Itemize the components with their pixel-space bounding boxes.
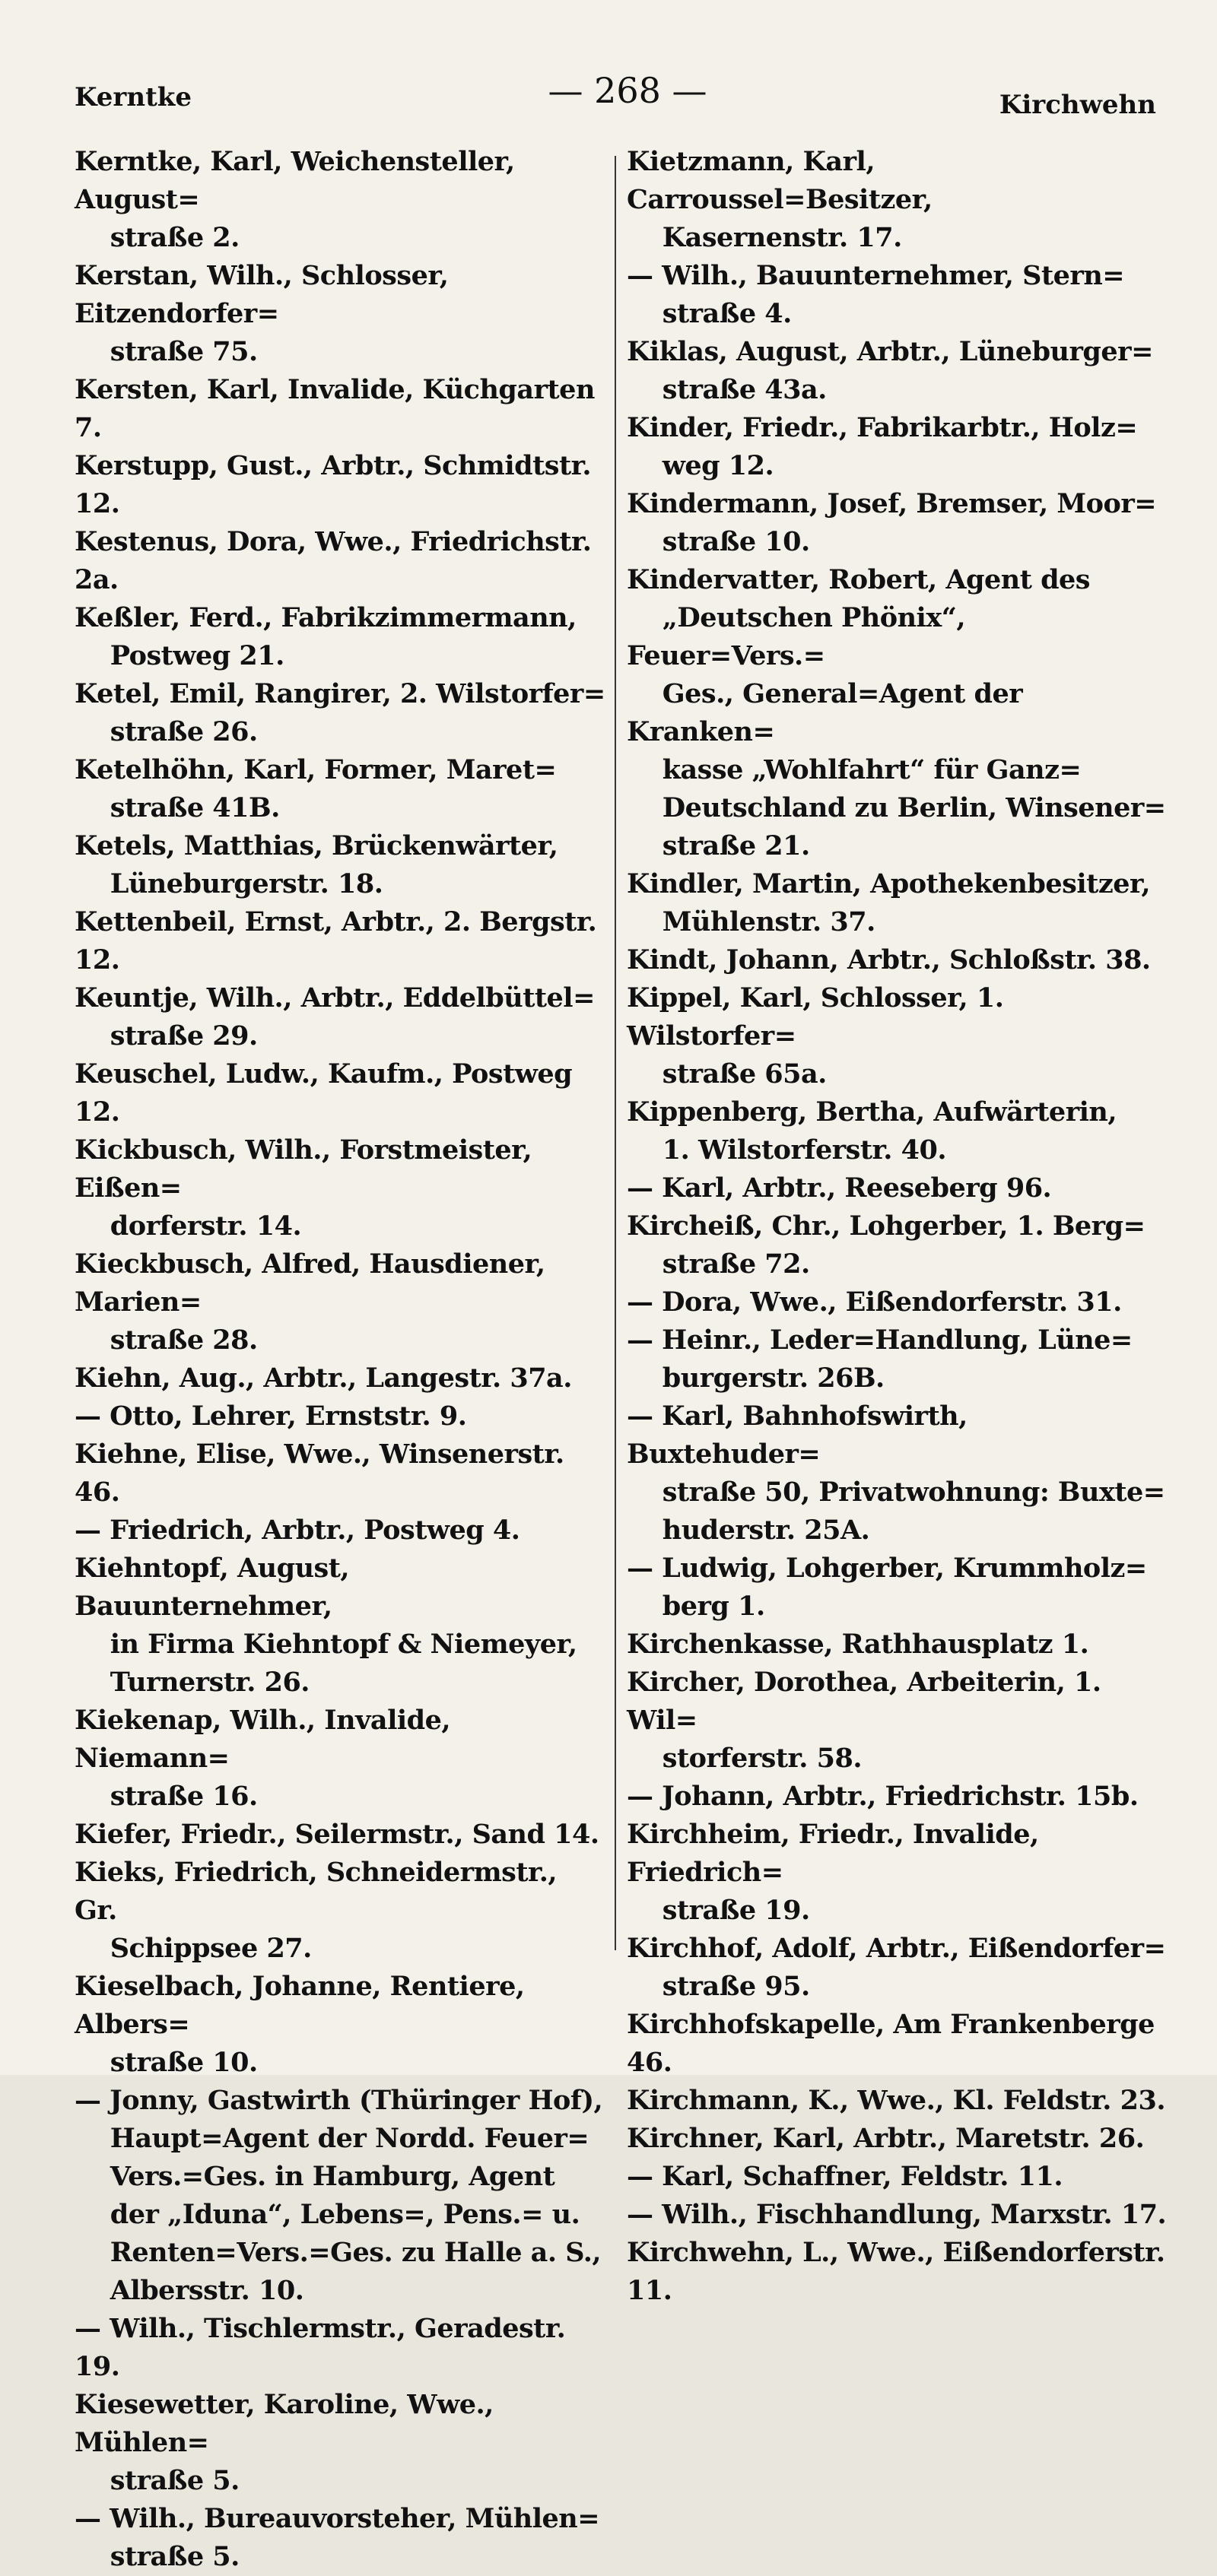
directory-line: straße 41B.: [75, 792, 280, 823]
running-head-right: Kirchwehn: [999, 90, 1156, 120]
directory-line: der „Iduna“, Lebens=, Pens.= u.: [75, 2199, 580, 2230]
directory-line: straße 72.: [627, 1248, 810, 1280]
directory-line: Ges., General=Agent der Kranken=: [627, 678, 1031, 747]
directory-line: — Karl, Bahnhofswirth, Buxtehuder=: [627, 1401, 977, 1470]
directory-line: Kinder, Friedr., Fabrikarbtr., Holz=: [627, 412, 1138, 443]
running-head-left: Kerntke: [75, 82, 192, 113]
directory-line: — Karl, Arbtr., Reeseberg 96.: [627, 1172, 1052, 1204]
directory-line: dorferstr. 14.: [75, 1210, 302, 1242]
directory-line: straße 26.: [75, 716, 258, 747]
directory-line: Kieckbusch, Alfred, Hausdiener, Marien=: [75, 1248, 554, 1318]
directory-line: — Johann, Arbtr., Friedrichstr. 15b.: [627, 1781, 1139, 1812]
directory-line: Kirchmann, K., Wwe., Kl. Feldstr. 23.: [627, 2085, 1166, 2116]
directory-line: — Ludwig, Lohgerber, Krummholz=: [627, 1553, 1147, 1584]
directory-line: straße 5.: [75, 2541, 240, 2572]
directory-line: Kiekenap, Wilh., Invalide, Niemann=: [75, 1705, 459, 1774]
directory-line: Kirchheim, Friedr., Invalide, Friedrich=: [627, 1819, 1048, 1888]
left-column: [75, 143, 607, 2576]
directory-line: berg 1.: [627, 1591, 765, 1622]
directory-line: — Friedrich, Arbtr., Postweg 4.: [75, 1515, 520, 1546]
directory-line: burgerstr. 26B.: [627, 1363, 885, 1394]
directory-line: — Otto, Lehrer, Ernststr. 9.: [75, 1401, 467, 1432]
directory-line: — Wilh., Bauunternehmer, Stern=: [627, 260, 1125, 291]
directory-line: straße 10.: [627, 526, 810, 557]
directory-line: — Wilh., Fischhandlung, Marxstr. 17.: [627, 2199, 1167, 2230]
directory-line: Albersstr. 10.: [75, 2275, 304, 2306]
directory-line: Kiehne, Elise, Wwe., Winsenerstr. 46.: [75, 1439, 574, 1508]
directory-line: straße 5.: [75, 2465, 240, 2496]
directory-line: Kiehntopf, August, Bauunternehmer,: [75, 1553, 358, 1622]
directory-line: Keßler, Ferd., Fabrikzimmermann,: [75, 602, 577, 633]
directory-line: Kirchhofskapelle, Am Frankenberge 46.: [627, 2009, 1164, 2078]
page-number: — 268 —: [548, 70, 707, 111]
directory-line: Kettenbeil, Ernst, Arbtr., 2. Bergstr. 12.: [75, 906, 605, 976]
directory-line: straße 29.: [75, 1020, 258, 1052]
directory-line: Mühlenstr. 37.: [627, 906, 875, 937]
directory-line: straße 19.: [627, 1895, 810, 1926]
directory-line: Kirchwehn, L., Wwe., Eißendorferstr. 11.: [627, 2237, 1174, 2306]
directory-line: straße 95.: [627, 1971, 810, 2002]
directory-line: — Jonny, Gastwirth (Thüringer Hof),: [75, 2085, 603, 2116]
directory-line: — Wilh., Bureauvorsteher, Mühlen=: [75, 2503, 600, 2534]
directory-line: — Karl, Schaffner, Feldstr. 11.: [627, 2161, 1063, 2192]
directory-line: straße 10.: [75, 2047, 258, 2078]
directory-line: — Wilh., Tischlermstr., Geradestr. 19.: [75, 2313, 574, 2382]
directory-line: Ketelhöhn, Karl, Former, Maret=: [75, 754, 557, 785]
directory-line: Kiefer, Friedr., Seilermstr., Sand 14.: [75, 1819, 599, 1850]
directory-line: Ketels, Matthias, Brückenwärter,: [75, 830, 558, 861]
directory-line: Kerstupp, Gust., Arbtr., Schmidtstr. 12.: [75, 450, 600, 519]
directory-line: Haupt=Agent der Nordd. Feuer=: [75, 2123, 589, 2154]
directory-line: — Heinr., Leder=Handlung, Lüne=: [627, 1324, 1133, 1356]
directory-line: Kindt, Johann, Arbtr., Schloßstr. 38.: [627, 944, 1151, 976]
directory-line: Kiesewetter, Karoline, Wwe., Mühlen=: [75, 2389, 503, 2458]
directory-line: Kickbusch, Wilh., Forstmeister, Eißen=: [75, 1134, 541, 1204]
directory-line: weg 12.: [627, 450, 774, 481]
directory-line: straße 43a.: [627, 374, 827, 405]
directory-line: straße 4.: [627, 298, 792, 329]
directory-line: Kieks, Friedrich, Schneidermstr., Gr.: [75, 1857, 566, 1926]
directory-line: storferstr. 58.: [627, 1743, 863, 1774]
directory-line: kasse „Wohlfahrt“ für Ganz=: [627, 754, 1082, 785]
page-header: [0, 0, 1217, 152]
directory-line: in Firma Kiehntopf & Niemeyer,: [75, 1629, 577, 1660]
directory-line: Kindermann, Josef, Bremser, Moor=: [627, 488, 1157, 519]
directory-line: straße 50, Privatwohnung: Buxte=: [627, 1477, 1165, 1508]
directory-line: Vers.=Ges. in Hamburg, Agent: [75, 2161, 555, 2192]
directory-line: straße 16.: [75, 1781, 258, 1812]
directory-line: Turnerstr. 26.: [75, 1667, 310, 1698]
directory-line: Kietzmann, Karl, Carroussel=Besitzer,: [627, 146, 933, 215]
directory-line: Kersten, Karl, Invalide, Küchgarten 7.: [75, 374, 604, 443]
directory-line: Lüneburgerstr. 18.: [75, 868, 383, 899]
directory-line: Postweg 21.: [75, 640, 284, 671]
directory-line: huderstr. 25A.: [627, 1515, 870, 1546]
directory-line: Kerntke, Karl, Weichensteller, August=: [75, 146, 524, 215]
directory-line: straße 28.: [75, 1324, 258, 1356]
directory-line: Kiklas, August, Arbtr., Lüneburger=: [627, 336, 1153, 367]
directory-line: Kindler, Martin, Apothekenbesitzer,: [627, 868, 1151, 899]
directory-line: Kirchner, Karl, Arbtr., Maretstr. 26.: [627, 2123, 1145, 2154]
directory-line: straße 21.: [627, 830, 810, 861]
directory-line: Kiehn, Aug., Arbtr., Langestr. 37a.: [75, 1363, 572, 1394]
directory-line: Kestenus, Dora, Wwe., Friedrichstr. 2a.: [75, 526, 601, 595]
directory-line: Keuntje, Wilh., Arbtr., Eddelbüttel=: [75, 982, 595, 1014]
directory-line: Kircheiß, Chr., Lohgerber, 1. Berg=: [627, 1210, 1146, 1242]
directory-line: straße 2.: [75, 222, 240, 253]
directory-line: straße 75.: [75, 336, 258, 367]
directory-line: 1. Wilstorferstr. 40.: [627, 1134, 947, 1166]
directory-line: straße 65a.: [627, 1058, 827, 1090]
directory-line: — Dora, Wwe., Eißendorferstr. 31.: [627, 1286, 1122, 1318]
right-column: [627, 143, 1174, 2310]
directory-line: Kerstan, Wilh., Schlosser, Eitzendorfer=: [75, 260, 458, 329]
directory-line: Keuschel, Ludw., Kaufm., Postweg 12.: [75, 1058, 581, 1128]
directory-line: „Deutschen Phönix“, Feuer=Vers.=: [627, 602, 974, 671]
directory-line: Kippenberg, Bertha, Aufwärterin,: [627, 1096, 1117, 1128]
directory-line: Kircher, Dorothea, Arbeiterin, 1. Wil=: [627, 1667, 1111, 1736]
directory-line: Deutschland zu Berlin, Winsener=: [627, 792, 1166, 823]
directory-line: Renten=Vers.=Ges. zu Halle a. S.,: [75, 2237, 602, 2268]
column-divider: [615, 156, 616, 1950]
directory-line: Kippel, Karl, Schlosser, 1. Wilstorfer=: [627, 982, 1013, 1052]
directory-line: Schippsee 27.: [75, 1933, 312, 1964]
directory-line: Kasernenstr. 17.: [627, 222, 902, 253]
directory-line: Kieselbach, Johanne, Rentiere, Albers=: [75, 1971, 534, 2040]
directory-line: Kirchenkasse, Rathhausplatz 1.: [627, 1629, 1089, 1660]
directory-line: Kirchhof, Adolf, Arbtr., Eißendorfer=: [627, 1933, 1166, 1964]
directory-line: Kindervatter, Robert, Agent des: [627, 564, 1091, 595]
directory-line: Ketel, Emil, Rangirer, 2. Wilstorfer=: [75, 678, 605, 709]
